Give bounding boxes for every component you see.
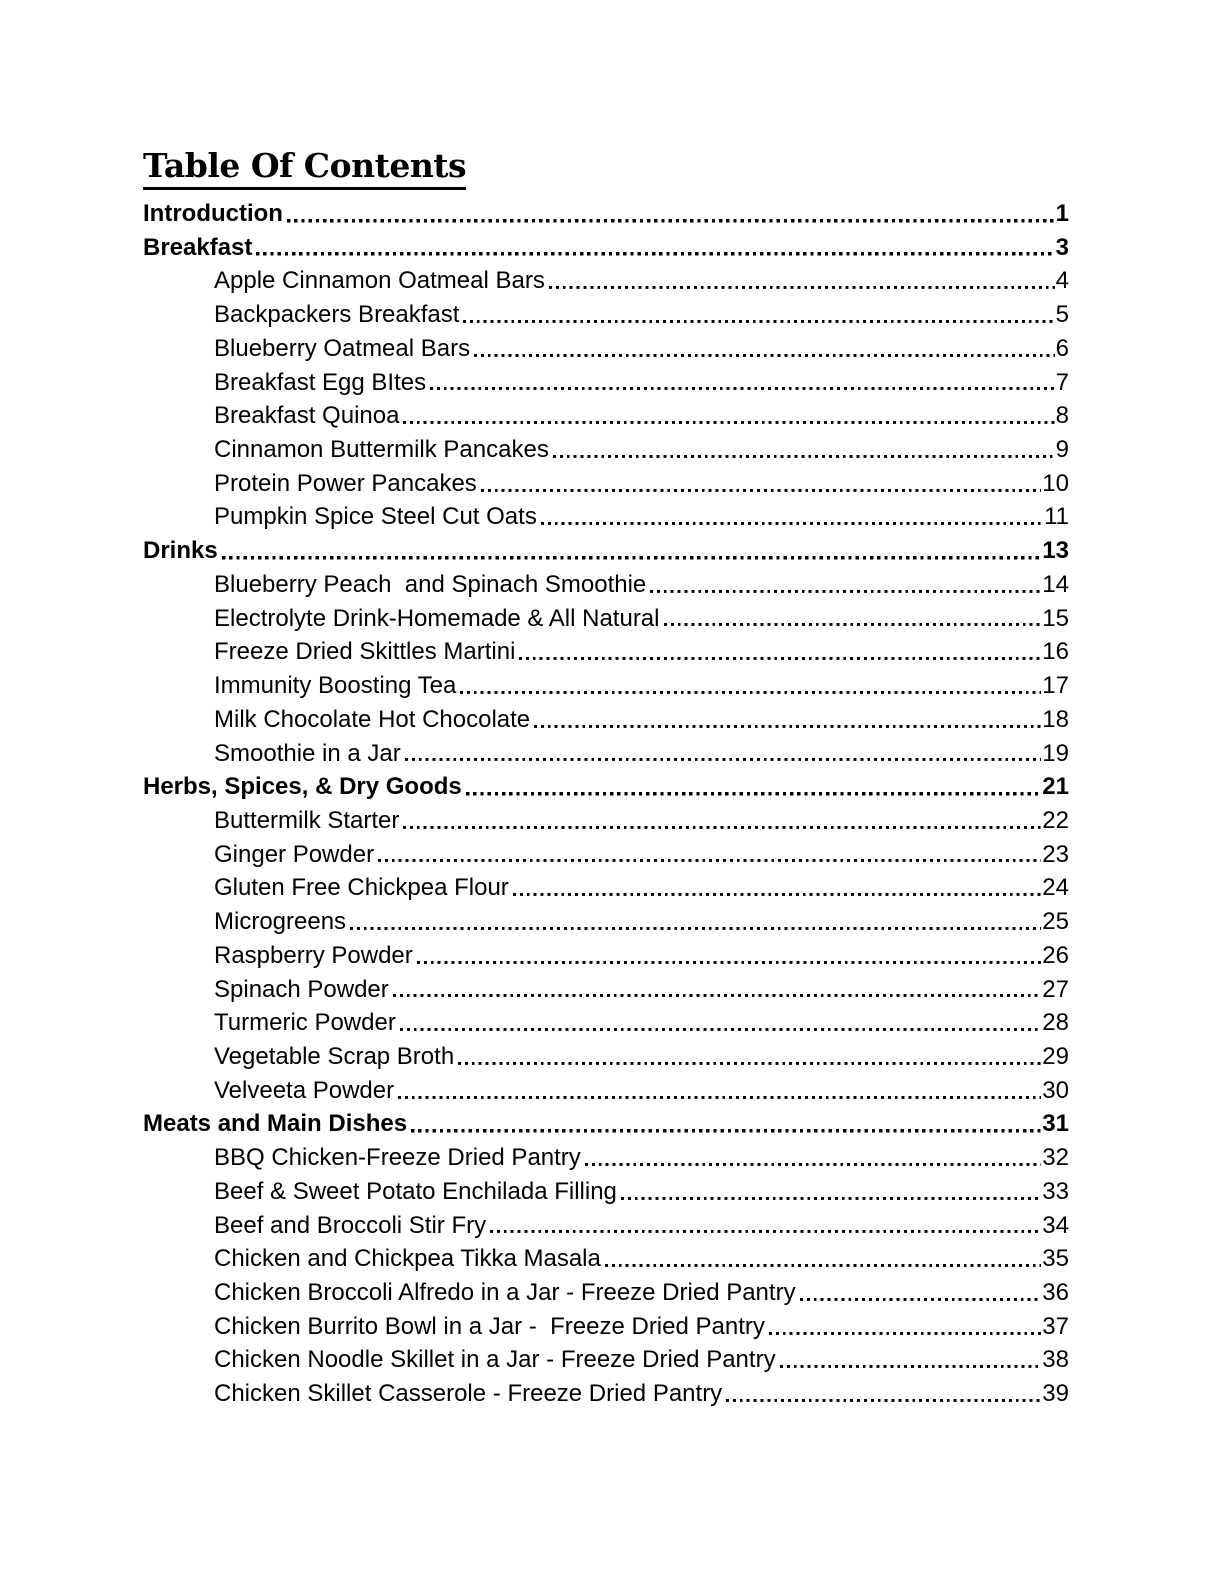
dot-leader: [400, 1006, 1041, 1040]
toc-entry-label: Pumpkin Spice Steel Cut Oats: [214, 503, 537, 531]
dot-leader: [463, 298, 1054, 332]
toc-entry-page: 5: [1055, 301, 1069, 329]
dot-leader: [726, 1377, 1041, 1411]
toc-entry-page: 28: [1042, 1009, 1069, 1037]
dot-leader: [398, 1074, 1041, 1108]
toc-entry-page: 18: [1042, 705, 1069, 733]
toc-entry-page: 9: [1055, 436, 1069, 464]
toc-entry-label: Smoothie in a Jar: [214, 739, 401, 767]
toc-entry-label: Cinnamon Buttermilk Pancakes: [214, 436, 549, 464]
toc-entry-page: 33: [1042, 1177, 1069, 1205]
toc-row: [143, 1343, 1069, 1377]
toc-entry-label: Backpackers Breakfast: [214, 301, 460, 329]
toc-entry-label: Chicken Skillet Casserole - Freeze Dried Pantry: [214, 1380, 723, 1408]
toc-row: [143, 1377, 1069, 1411]
dot-leader: [585, 1141, 1042, 1175]
dot-leader: [664, 602, 1042, 636]
dot-leader: [650, 568, 1041, 602]
toc-entry-page: 35: [1042, 1245, 1069, 1273]
toc-row: [143, 804, 1069, 838]
toc-entry-page: 31: [1042, 1110, 1069, 1138]
dot-leader: [458, 1040, 1041, 1074]
toc-row: [143, 500, 1069, 534]
toc-entry-label: Chicken Broccoli Alfredo in a Jar - Freeze Dried Pantry: [214, 1279, 796, 1306]
toc-row: [143, 770, 1069, 804]
dot-leader: [541, 500, 1043, 534]
toc-entry-label: Buttermilk Starter: [214, 806, 400, 834]
dot-leader: [534, 703, 1041, 737]
toc-row: [143, 703, 1069, 737]
page-title: [143, 146, 1069, 190]
toc-entry-label: Chicken and Chickpea Tikka Masala: [214, 1245, 601, 1273]
dot-leader: [769, 1310, 1041, 1344]
toc-row: [143, 1242, 1069, 1276]
dot-leader: [519, 635, 1041, 669]
dot-leader: [393, 973, 1042, 1007]
toc-row: [143, 1310, 1069, 1344]
dot-leader: [411, 1107, 1041, 1141]
dot-leader: [287, 197, 1055, 231]
toc-entry-page: 39: [1042, 1380, 1069, 1408]
toc-entry-page: 30: [1042, 1076, 1069, 1104]
toc-row: [143, 467, 1069, 501]
toc-entry-page: 29: [1042, 1042, 1069, 1070]
toc-entry-page: 14: [1042, 570, 1069, 598]
toc-entry-label: Herbs, Spices, & Dry Goods: [143, 773, 462, 801]
dot-leader: [621, 1175, 1041, 1209]
toc-entry-page: 21: [1042, 773, 1069, 801]
dot-leader: [474, 332, 1055, 366]
toc-entry-page: 16: [1042, 638, 1069, 666]
toc-row: [143, 197, 1069, 231]
dot-leader: [490, 1209, 1041, 1243]
toc-entry-label: Vegetable Scrap Broth: [214, 1042, 455, 1070]
toc-entry-label: Microgreens: [214, 908, 347, 936]
toc-row: [143, 737, 1069, 771]
toc-row: [143, 231, 1069, 265]
dot-leader: [800, 1276, 1042, 1310]
toc-row: [143, 534, 1069, 568]
toc-entry-label: Blueberry Oatmeal Bars: [214, 334, 471, 362]
toc-entry-label: Gluten Free Chickpea Flour: [214, 874, 509, 902]
toc-row: [143, 433, 1069, 467]
toc-row: [143, 1107, 1069, 1141]
toc-entry-label: Protein Power Pancakes: [214, 469, 477, 497]
toc-entry-page: 19: [1042, 739, 1069, 767]
toc-row: [143, 332, 1069, 366]
document-page: [143, 146, 1069, 1411]
toc-row: [143, 1074, 1069, 1108]
toc-entry-page: 24: [1042, 874, 1069, 902]
dot-leader: [481, 467, 1041, 501]
dot-leader: [460, 669, 1041, 703]
dot-leader: [605, 1242, 1041, 1276]
dot-leader: [780, 1343, 1042, 1377]
dot-leader: [466, 770, 1042, 804]
toc-entry-page: 27: [1042, 975, 1069, 1003]
dot-leader: [403, 399, 1054, 433]
table-of-contents: [143, 197, 1069, 1411]
toc-entry-page: 37: [1042, 1312, 1069, 1340]
toc-entry-label: Blueberry Peach and Spinach Smoothie: [214, 570, 647, 598]
toc-row: [143, 602, 1069, 636]
dot-leader: [549, 264, 1055, 298]
toc-entry-label: Breakfast Quinoa: [214, 402, 400, 430]
toc-row: [143, 298, 1069, 332]
toc-entry-page: 32: [1042, 1144, 1069, 1172]
toc-entry-page: 22: [1042, 806, 1069, 834]
toc-entry-label: Breakfast: [143, 233, 253, 261]
toc-entry-label: Chicken Burrito Bowl in a Jar - Freeze Dried Pantry: [214, 1312, 765, 1340]
toc-entry-page: 38: [1042, 1346, 1069, 1374]
toc-entry-page: 36: [1042, 1279, 1069, 1306]
toc-entry-label: Turmeric Powder: [214, 1009, 396, 1037]
toc-row: [143, 1040, 1069, 1074]
dot-leader: [553, 433, 1055, 467]
toc-entry-label: Beef & Sweet Potato Enchilada Filling: [214, 1177, 617, 1205]
toc-entry-label: Ginger Powder: [214, 840, 375, 868]
toc-entry-page: 26: [1042, 941, 1069, 969]
toc-entry-label: Milk Chocolate Hot Chocolate: [214, 705, 531, 733]
toc-entry-page: 7: [1055, 368, 1069, 396]
toc-entry-page: 17: [1042, 672, 1069, 700]
dot-leader: [403, 804, 1041, 838]
toc-entry-page: 25: [1042, 908, 1069, 936]
toc-entry-label: Freeze Dried Skittles Martini: [214, 638, 516, 666]
toc-row: [143, 939, 1069, 973]
toc-entry-page: 4: [1055, 267, 1069, 295]
toc-row: [143, 1006, 1069, 1040]
toc-entry-page: 23: [1042, 840, 1069, 868]
toc-row: [143, 838, 1069, 872]
toc-row: [143, 1141, 1069, 1175]
toc-row: [143, 568, 1069, 602]
dot-leader: [405, 737, 1042, 771]
toc-entry-page: 34: [1042, 1211, 1069, 1239]
dot-leader: [350, 905, 1041, 939]
toc-entry-page: 6: [1055, 334, 1069, 362]
toc-entry-page: 13: [1042, 537, 1069, 565]
toc-entry-label: Meats and Main Dishes: [143, 1110, 408, 1138]
toc-entry-page: 1: [1055, 200, 1069, 227]
toc-entry-label: Chicken Noodle Skillet in a Jar - Freeze Dried Pantry: [214, 1346, 776, 1374]
toc-row: [143, 366, 1069, 400]
toc-entry-label: Electrolyte Drink-Homemade & All Natural: [214, 604, 660, 632]
toc-entry-page: 3: [1055, 233, 1069, 261]
toc-row: [143, 635, 1069, 669]
toc-row: [143, 973, 1069, 1007]
dot-leader: [417, 939, 1042, 973]
toc-entry-page: 10: [1042, 469, 1069, 497]
toc-entry-label: Velveeta Powder: [214, 1076, 395, 1104]
toc-row: [143, 1276, 1069, 1310]
toc-row: [143, 1175, 1069, 1209]
toc-row: [143, 399, 1069, 433]
toc-entry-label: Breakfast Egg BItes: [214, 368, 427, 396]
toc-entry-label: BBQ Chicken-Freeze Dried Pantry: [214, 1144, 581, 1172]
dot-leader: [378, 838, 1041, 872]
toc-entry-label: Apple Cinnamon Oatmeal Bars: [214, 267, 545, 295]
toc-entry-label: Introduction: [143, 200, 283, 227]
toc-entry-page: 8: [1055, 402, 1069, 430]
toc-row: [143, 264, 1069, 298]
page-title-text: Table Of Contents: [143, 146, 466, 190]
toc-entry-page: 15: [1042, 604, 1069, 632]
toc-entry-label: Spinach Powder: [214, 975, 389, 1003]
toc-entry-label: Immunity Boosting Tea: [214, 672, 457, 700]
toc-row: [143, 871, 1069, 905]
dot-leader: [256, 231, 1054, 265]
toc-entry-page: 11: [1044, 503, 1069, 531]
toc-row: [143, 1209, 1069, 1243]
dot-leader: [430, 366, 1055, 400]
toc-entry-label: Drinks: [143, 537, 218, 565]
toc-row: [143, 905, 1069, 939]
dot-leader: [513, 871, 1042, 905]
dot-leader: [222, 534, 1042, 568]
toc-entry-label: Raspberry Powder: [214, 941, 413, 969]
toc-entry-label: Beef and Broccoli Stir Fry: [214, 1211, 487, 1239]
toc-row: [143, 669, 1069, 703]
